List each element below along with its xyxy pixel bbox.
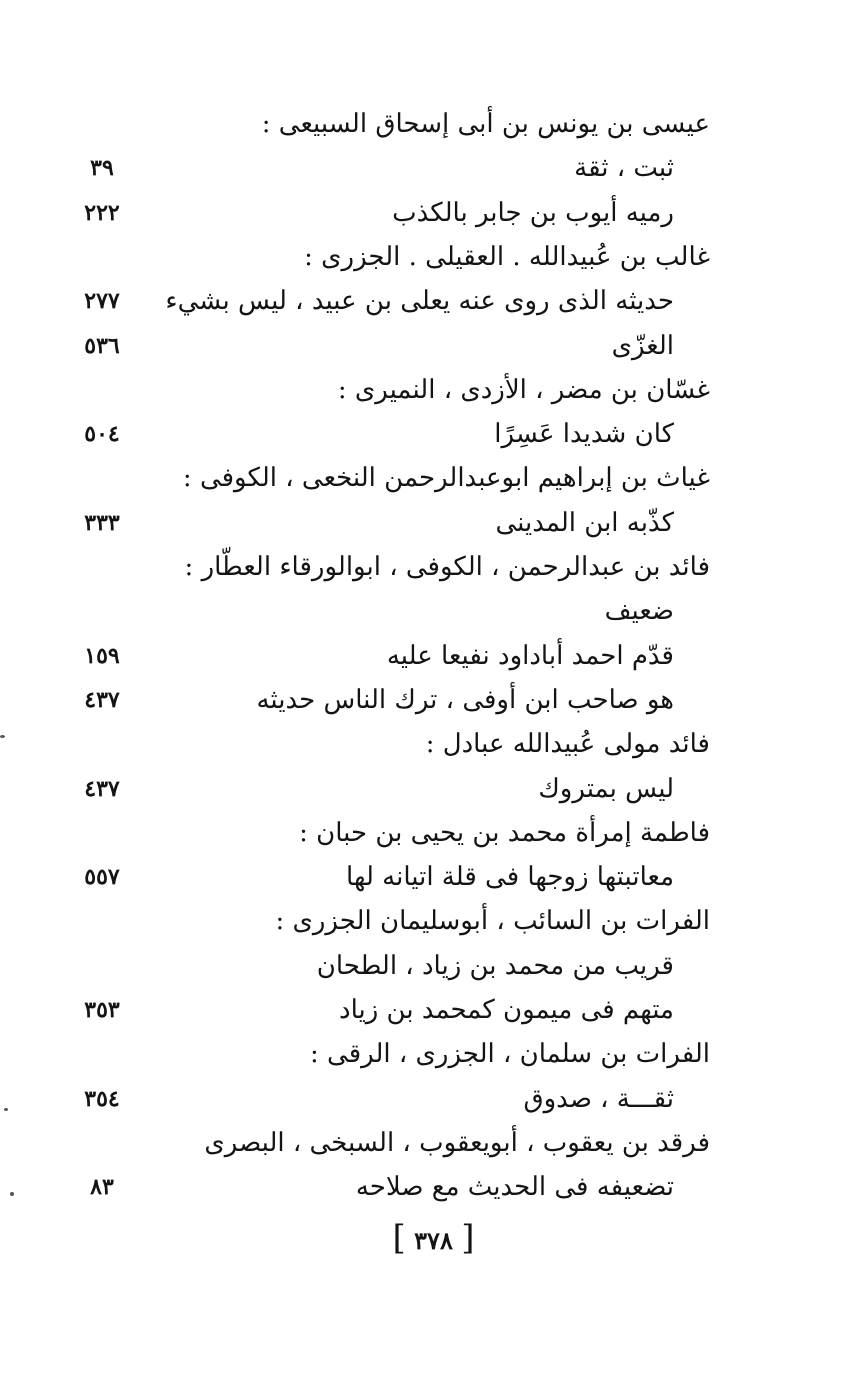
entry-heading-text: فائد بن عبدالرحمن ، الكوفى ، ابوالورقاء العطّار : — [184, 552, 710, 582]
page-reference: ٥٥٧ — [84, 864, 120, 891]
entry-heading-row — [78, 235, 710, 279]
sub-entry-text: هو صاحب ابن أوفى ، ترك الناس حديثه — [256, 684, 674, 715]
sub-entry-text: ثقـــة ، صدوق — [523, 1083, 674, 1114]
sub-entry-text: قريب من محمد بن زياد ، الطحان — [316, 950, 674, 981]
page-reference: ٣٥٣ — [84, 997, 120, 1023]
page-reference: ١٥٩ — [84, 642, 120, 669]
sub-entry-row — [78, 944, 674, 988]
sub-entry-text: الغزّى — [611, 330, 674, 361]
sub-entry-row — [78, 191, 674, 235]
entry-heading-text: فائد مولى عُبيدالله عبادل : — [425, 729, 710, 760]
scan-speck-3 — [10, 1192, 14, 1196]
page-reference: ٤٣٧ — [84, 686, 120, 713]
entry-heading-text: الفرات بن سلمان ، الجزرى ، الرقى : — [310, 1039, 710, 1070]
sub-entry-row — [78, 412, 674, 456]
sub-entry-row — [78, 767, 674, 811]
scan-speck-1 — [0, 735, 5, 738]
sub-entry-row — [78, 988, 674, 1032]
page-number-footer — [0, 1218, 867, 1258]
entry-heading-text: غالب بن عُبيدالله . العقيلى . الجزرى : — [304, 241, 710, 272]
sub-entry-row — [78, 501, 674, 545]
scan-speck-2 — [4, 1108, 8, 1111]
sub-entry-row — [78, 146, 674, 190]
page-reference: ٢٢٢ — [84, 199, 120, 226]
page-reference: ٨٣ — [90, 1174, 114, 1201]
entry-heading-row — [78, 899, 710, 943]
entry-heading-row — [78, 456, 710, 500]
page-number: ٣٧٨ — [414, 1225, 453, 1255]
sub-entry-text: كذّبه ابن المدينى — [495, 507, 674, 538]
page-reference: ٣٥٤ — [84, 1085, 120, 1112]
sub-entry-row — [78, 1077, 674, 1121]
sub-entry-text: تضعيفه فى الحديث مع صلاحه — [355, 1172, 674, 1203]
entry-heading-row — [78, 811, 710, 855]
sub-entry-text: حديثه الذى روى عنه يعلى بن عبيد ، ليس بشيء — [165, 286, 674, 317]
entry-heading-text: غياث بن إبراهيم ابوعبدالرحمن النخعى ، الكوفى : — [182, 463, 710, 494]
entry-heading-row — [78, 368, 710, 412]
entry-heading-text: غسّان بن مضر ، الأزدى ، النميرى : — [337, 374, 710, 405]
page-reference: ٤٣٧ — [84, 775, 120, 802]
page-reference: ٣٩ — [90, 155, 114, 182]
sub-entry-row — [78, 589, 674, 633]
bracket-close: ] — [392, 1217, 406, 1258]
page-reference: ٥٠٤ — [84, 421, 120, 448]
entry-heading-row — [78, 1032, 710, 1076]
sub-entry-text: معاتبتها زوجها فى قلة اتيانه لها — [346, 862, 674, 893]
bracket-open: [ — [461, 1217, 475, 1258]
entry-heading-text: فاطمة إمرأة محمد بن يحيى بن حبان : — [299, 817, 710, 848]
sub-entry-text: متهم فى ميمون كمحمد بن زياد — [338, 995, 674, 1025]
sub-entry-row — [78, 855, 674, 899]
sub-entry-text: قدّم احمد أباداود نفيعا عليه — [386, 640, 674, 671]
sub-entry-row — [78, 634, 674, 678]
sub-entry-text: رميه أيوب بن جابر بالكذب — [392, 197, 674, 228]
page-reference: ٣٣٣ — [84, 509, 120, 536]
sub-entry-row — [78, 279, 674, 323]
sub-entry-text: ضعيف — [604, 596, 674, 627]
sub-entry-row — [78, 324, 674, 368]
sub-entry-text: كان شديدا عَسِرًا — [494, 419, 674, 450]
sub-entry-row — [78, 678, 674, 722]
entry-heading-text: الفرات بن السائب ، أبوسليمان الجزرى : — [275, 906, 710, 937]
sub-entry-row — [78, 1165, 674, 1209]
entry-heading-row — [78, 545, 710, 589]
entry-heading-row — [78, 102, 710, 146]
sub-entry-text: ليس بمتروك — [538, 773, 674, 804]
entry-heading-text: عيسى بن يونس بن أبى إسحاق السبيعى : — [261, 109, 710, 139]
page-reference: ٢٧٧ — [84, 288, 120, 315]
page-reference: ٥٣٦ — [84, 332, 120, 359]
sub-entry-text: ثبت ، ثقة — [574, 153, 674, 184]
entry-heading-text: فرقد بن يعقوب ، أبويعقوب ، السبخى ، البصرى — [204, 1127, 710, 1158]
entry-heading-row — [78, 722, 710, 766]
entry-heading-row — [78, 1121, 710, 1165]
